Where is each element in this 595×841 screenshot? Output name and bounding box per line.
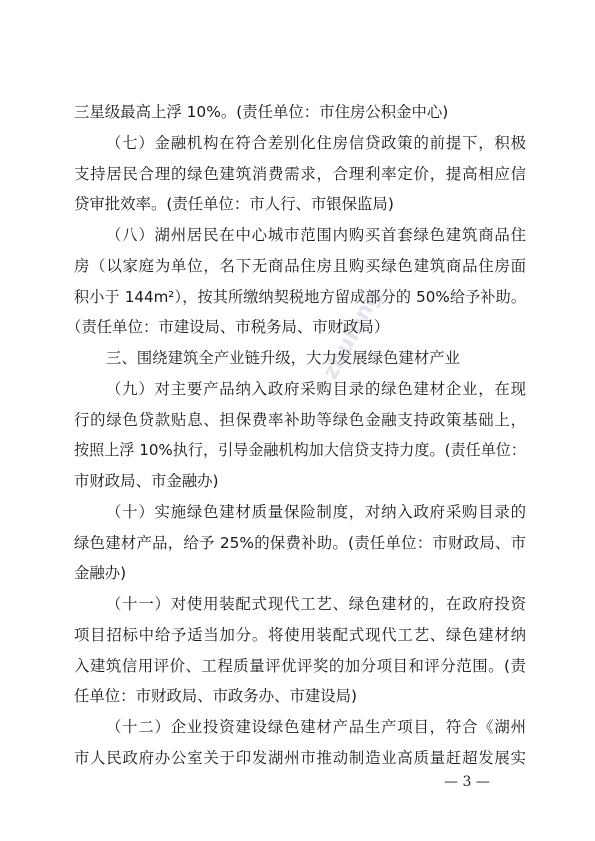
page-number: — 3 — bbox=[444, 774, 490, 790]
body-line: 积小于 144m²），按其所缴纳契税地方留成部分的 50%给予补助。 bbox=[74, 288, 526, 306]
body-line: 绿色建材产品，给予 25%的保费补助。(责任单位：市财政局、市 bbox=[74, 534, 526, 552]
body-line: （七）金融机构在符合差别化住房信贷政策的前提下，积极 bbox=[106, 134, 526, 152]
body-line: 项目招标中给予适当加分。将使用装配式现代工艺、绿色建材纳 bbox=[74, 626, 526, 644]
body-line: 市财政局、市金融办) bbox=[74, 472, 219, 490]
body-line: （十二）企业投资建设绿色建材产品生产项目，符合《湖州 bbox=[106, 718, 526, 736]
body-line: 按照上浮 10%执行，引导金融机构加大信贷支持力度。(责任单位： bbox=[74, 441, 526, 459]
body-line: 入建筑信用评价、工程质量评优评奖的加分项目和评分范围。(责 bbox=[74, 657, 526, 675]
watermark: zhulong bbox=[318, 285, 387, 384]
body-line: （责任单位：市建设局、市税务局、市财政局） bbox=[66, 318, 390, 336]
body-line: 支持居民合理的绿色建筑消费需求，合理利率定价，提高相应信 bbox=[74, 165, 526, 183]
body-line: 房（以家庭为单位，名下无商品住房且购买绿色建筑商品住房面 bbox=[74, 257, 526, 275]
section-heading: 三、围绕建筑全产业链升级，大力发展绿色建材产业 bbox=[106, 349, 460, 367]
body-line: （九）对主要产品纳入政府采购目录的绿色建材企业，在现 bbox=[106, 380, 526, 398]
body-line: 金融办) bbox=[74, 564, 127, 582]
body-line: （十）实施绿色建材质量保险制度，对纳入政府采购目录的 bbox=[106, 503, 526, 521]
body-line: 贷审批效率。(责任单位：市人行、市银保监局) bbox=[74, 195, 394, 213]
body-line: 三星级最高上浮 10%。(责任单位：市住房公积金中心) bbox=[74, 103, 449, 121]
body-line: 市人民政府办公室关于印发湖州市推动制造业高质量赶超发展实 bbox=[74, 749, 526, 767]
body-line: 行的绿色贷款贴息、担保费率补助等绿色金融支持政策基础上， bbox=[74, 411, 526, 429]
body-line: （十一）对使用装配式现代工艺、绿色建材的，在政府投资 bbox=[106, 595, 526, 613]
body-line: （八）湖州居民在中心城市范围内购买首套绿色建筑商品住 bbox=[106, 226, 526, 244]
body-line: 任单位：市财政局、市政务办、市建设局) bbox=[74, 687, 358, 705]
